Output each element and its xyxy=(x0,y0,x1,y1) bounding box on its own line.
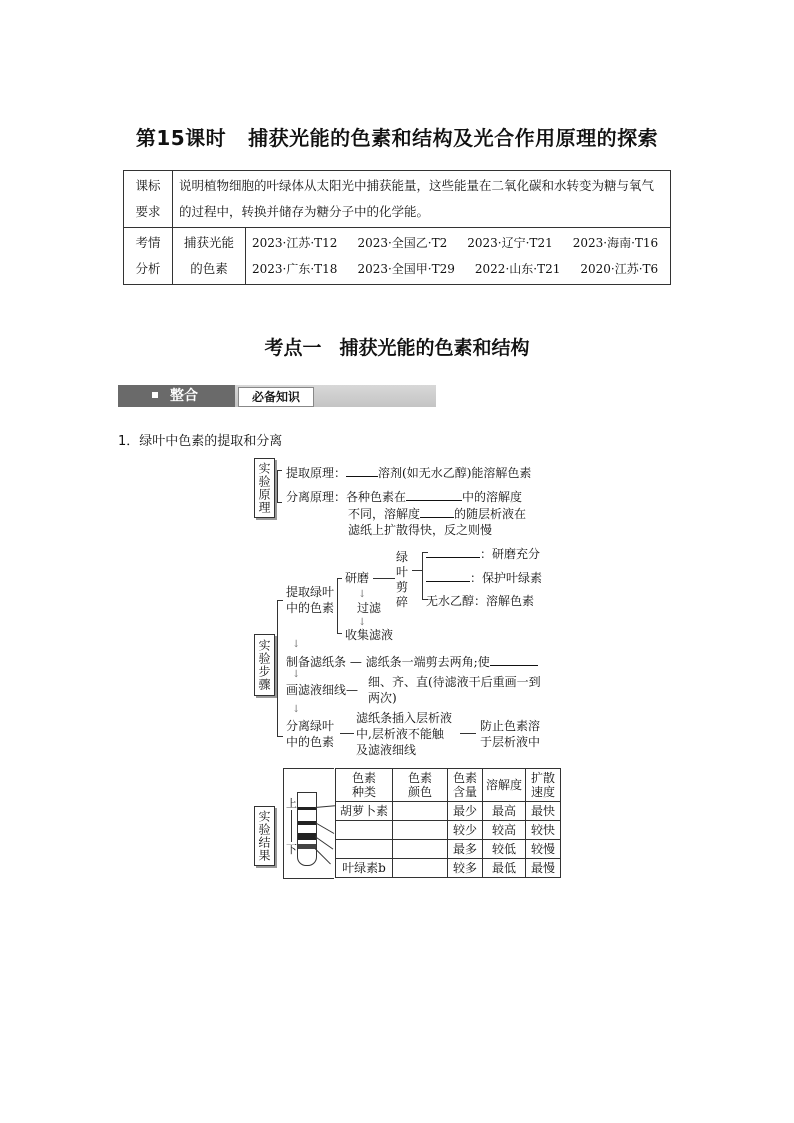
principle-box: 实验原理 xyxy=(254,458,275,518)
table-header-row: 色素 种类 色素 颜色 色素 含量 溶解度 扩散 速度 xyxy=(283,769,561,802)
banner-main: 整合 xyxy=(118,385,235,407)
table-row: 最多 较低 较慢 xyxy=(283,840,561,859)
table-row xyxy=(124,171,671,228)
subheading: 1．绿叶中色素的提取和分离 xyxy=(118,434,283,449)
grind-item-3: 无水乙醇：溶解色素 xyxy=(426,594,535,608)
step-separate: 分离绿叶 中的色素 xyxy=(286,719,335,749)
step-grind: 研磨 xyxy=(345,571,370,585)
table-row xyxy=(124,228,671,285)
requirement-label: 课标 要求 xyxy=(124,171,173,228)
step-separate-desc: 滤纸条插入层析液 中,层析液不能触 及滤液细线 xyxy=(356,711,453,757)
separate-principle: 分离原理：各种色素在 中的溶解度 不同，溶解度 的随层析液在 滤纸上扩散得快，反之则慢 xyxy=(286,490,527,537)
table-row: 胡萝卜素 最少 最高 最快 xyxy=(283,802,561,821)
curriculum-table xyxy=(123,170,671,285)
analysis-label: 考情 分析 xyxy=(124,228,173,285)
strip-frame xyxy=(283,768,334,879)
lesson-number: 第15课时 xyxy=(135,126,227,150)
exam-references: 2023·江苏·T12 2023·全国乙·T2 2023·辽宁·T21 2023·海南·T16 2023·广东·T18 2023·全国甲·T29 2022·山东·T21 2020·江苏·T6 xyxy=(246,228,671,285)
step-extract: 提取绿叶 中的色素 xyxy=(286,585,335,615)
grind-item-2: ：保护叶绿素 xyxy=(426,569,542,586)
table-row: 叶绿素b 较多 最低 最慢 xyxy=(283,859,561,878)
leaf-label: 绿叶剪碎 xyxy=(396,550,409,609)
page-title xyxy=(0,122,794,151)
down-label: 下 xyxy=(286,843,297,856)
requirement-content: 说明植物细胞的叶绿体从太阳光中捕获能量，这些能量在二氧化碳和水转变为糖与氧气的过程中，转换并储存为糖分子中的化学能。 xyxy=(173,171,671,228)
step-paper: 制备滤纸条 — 滤纸条一端剪去两角;使 xyxy=(286,653,538,670)
step-collect: 收集滤液 xyxy=(345,628,394,642)
section-heading: 考点一 捕获光能的色素和结构 xyxy=(264,337,530,359)
up-label: 上 xyxy=(286,797,297,810)
grind-item-1: ：研磨充分 xyxy=(426,545,540,562)
result-box: 实验结果 xyxy=(254,806,275,866)
lesson-topic: 捕获光能的色素和结构及光合作用原理的探索 xyxy=(248,126,659,150)
step-line-desc: 细、齐、直(待滤液干后重画一到 两次) xyxy=(368,675,541,705)
analysis-topic: 捕获光能 的色素 xyxy=(173,228,246,285)
step-line: 画滤液细线— xyxy=(286,683,359,697)
table-row: 较少 较高 较快 xyxy=(283,821,561,840)
banner-tag: 必备知识 xyxy=(238,387,314,407)
square-icon xyxy=(152,392,158,398)
extract-principle: 提取原理： 溶剂(如无水乙醇)能溶解色素 xyxy=(286,466,532,480)
step-filter: 过滤 xyxy=(357,601,382,615)
step-separate-purpose: 防止色素溶 于层析液中 xyxy=(480,719,541,749)
steps-box: 实验步骤 xyxy=(254,634,275,696)
